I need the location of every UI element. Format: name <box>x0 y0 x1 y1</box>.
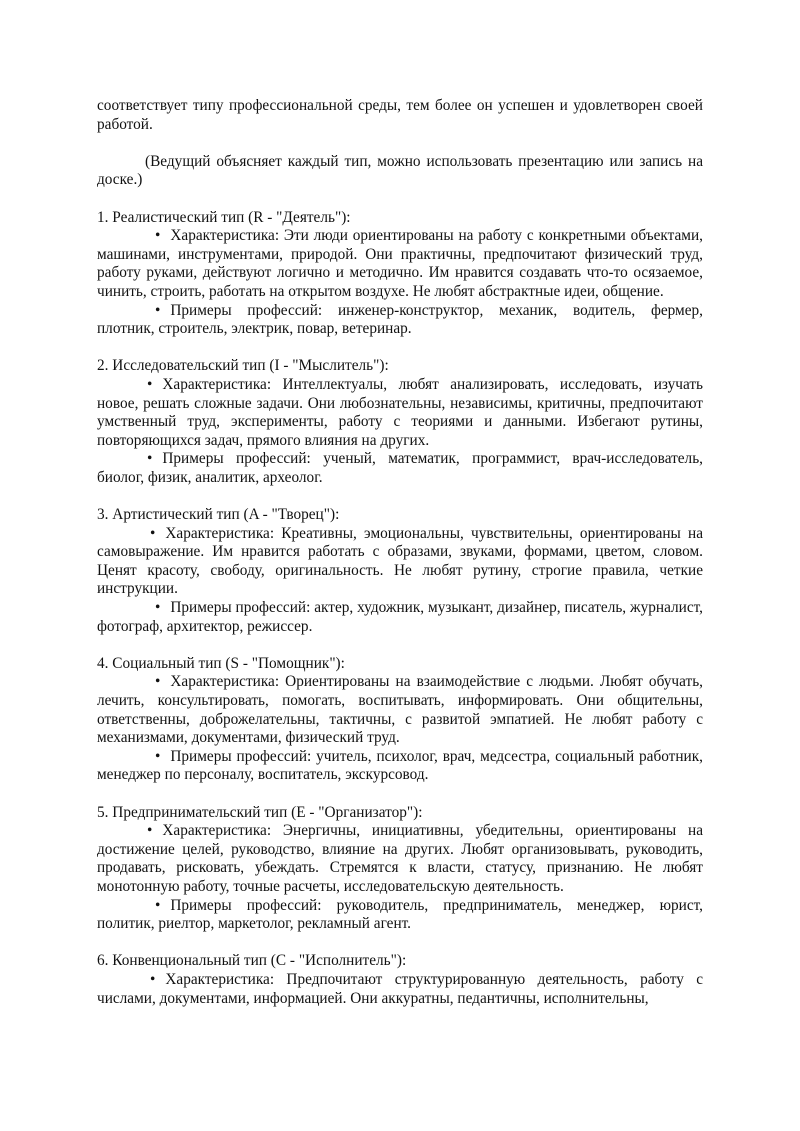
characteristic-bullet <box>97 376 703 450</box>
characteristic-bullet <box>97 227 703 301</box>
characteristic-bullet <box>97 822 703 896</box>
bullet-icon: • <box>147 822 153 840</box>
professions-text: Примеры профессий: ученый, математик, программист, врач-исследователь, биолог, физик, аналитик, археолог. <box>97 450 703 486</box>
characteristic-bullet <box>97 971 703 1008</box>
professions-text: Примеры профессий: учитель, психолог, врач, медсестра, социальный работник, менеджер по персоналу, воспитатель, экскурсовод. <box>97 747 703 784</box>
professions-bullet <box>97 302 703 339</box>
characteristic-text: Характеристика: Креативны, эмоциональны, чувствительны, ориентированы на самовыражение. Им нравится работать с образами, звуками, формами, цветом, словом. Ценят красоту, свободу, оригинальность. Не любят рутину, строгие правила, четкие инструкции. <box>97 524 703 598</box>
professions-text: Примеры профессий: актер, художник, музыкант, дизайнер, писатель, журналист, фотограф, архитектор, режиссер. <box>97 599 703 635</box>
bullet-icon: • <box>155 599 161 617</box>
characteristic-bullet <box>97 673 703 747</box>
type-section-realistic <box>97 209 703 339</box>
characteristic-text: Характеристика: Ориентированы на взаимодействие с людьми. Любят обучать, лечить, консультировать, помогать, воспитывать, информировать. Они общительны, ответственны, доброжелательны, тактичны, с развитой эмпатией. Не любят работу с механизмами, документами, физический труд. <box>97 673 703 747</box>
characteristic-text: Характеристика: Энергичны, инициативны, убедительны, ориентированы на достижение целей, руководство, влияние на других. Любят организовывать, руководить, продавать, рисковать, убеждать. Стремятся к власти, статусу, признанию. Не любят монотонную работу, точные расчеты, исследовательскую деятельность. <box>97 822 703 895</box>
type-heading: 6. Конвенциональный тип (C - "Исполнитель"): <box>97 952 407 970</box>
type-section-conventional <box>97 952 703 1008</box>
intro-continuation: соответствует типу профессиональной среды, тем более он успешен и удовлетворен своей работой. <box>97 97 703 133</box>
bullet-icon: • <box>147 375 153 393</box>
type-heading: 4. Социальный тип (S - "Помощник"): <box>97 654 345 672</box>
presenter-note: (Ведущий объясняет каждый тип, можно использовать презентацию или запись на доске.) <box>97 152 703 189</box>
characteristic-text: Характеристика: Предпочитают структурированную деятельность, работу с числами, документами, информацией. Они аккуратны, педантичны, исполнительны, <box>97 970 703 1007</box>
characteristic-text: Характеристика: Эти люди ориентированы на работу с конкретными объектами, машинами, инструментами, природой. Они практичны, предпочитают физический труд, работу руками, действуют логично и методично. Им нравится создавать что-то осязаемое, чинить, строить, работать на открытом воздухе. Не любят абстрактные идеи, общение. <box>97 227 703 300</box>
bullet-icon: • <box>155 673 161 691</box>
bullet-icon: • <box>155 301 161 319</box>
bullet-icon: • <box>147 450 153 468</box>
type-heading: 5. Предпринимательский тип (E - "Организатор"): <box>97 803 423 821</box>
characteristic-text: Характеристика: Интеллектуалы, любят анализировать, исследовать, изучать новое, решать сложные задачи. Они любознательны, независимы, критичны, предпочитают умственный труд, эксперименты, работу с теориями и данными. Избегают рутины, повторяющихся задач, прямого влияния на других. <box>97 375 703 449</box>
professions-text: Примеры профессий: инженер-конструктор, механик, водитель, фермер, плотник, строитель, электрик, повар, ветеринар. <box>97 301 703 338</box>
type-heading: 2. Исследовательский тип (I - "Мыслитель"): <box>97 357 389 375</box>
professions-text: Примеры профессий: руководитель, предприниматель, менеджер, юрист, политик, риелтор, маркетолог, рекламный агент. <box>97 896 703 933</box>
type-heading: 3. Артистический тип (A - "Творец"): <box>97 506 340 524</box>
professions-bullet <box>97 450 703 487</box>
type-section-artistic <box>97 506 703 636</box>
characteristic-bullet <box>97 525 703 599</box>
professions-bullet <box>97 897 703 934</box>
type-section-social <box>97 655 703 785</box>
bullet-icon: • <box>150 524 156 542</box>
bullet-icon: • <box>155 227 161 245</box>
document-page <box>97 97 703 1008</box>
type-section-enterprising <box>97 804 703 934</box>
type-heading: 1. Реалистический тип (R - "Деятель"): <box>97 208 351 226</box>
bullet-icon: • <box>155 896 161 914</box>
professions-bullet <box>97 599 703 636</box>
type-section-investigative <box>97 357 703 487</box>
bullet-icon: • <box>155 747 161 765</box>
professions-bullet <box>97 748 703 785</box>
bullet-icon: • <box>150 970 156 988</box>
